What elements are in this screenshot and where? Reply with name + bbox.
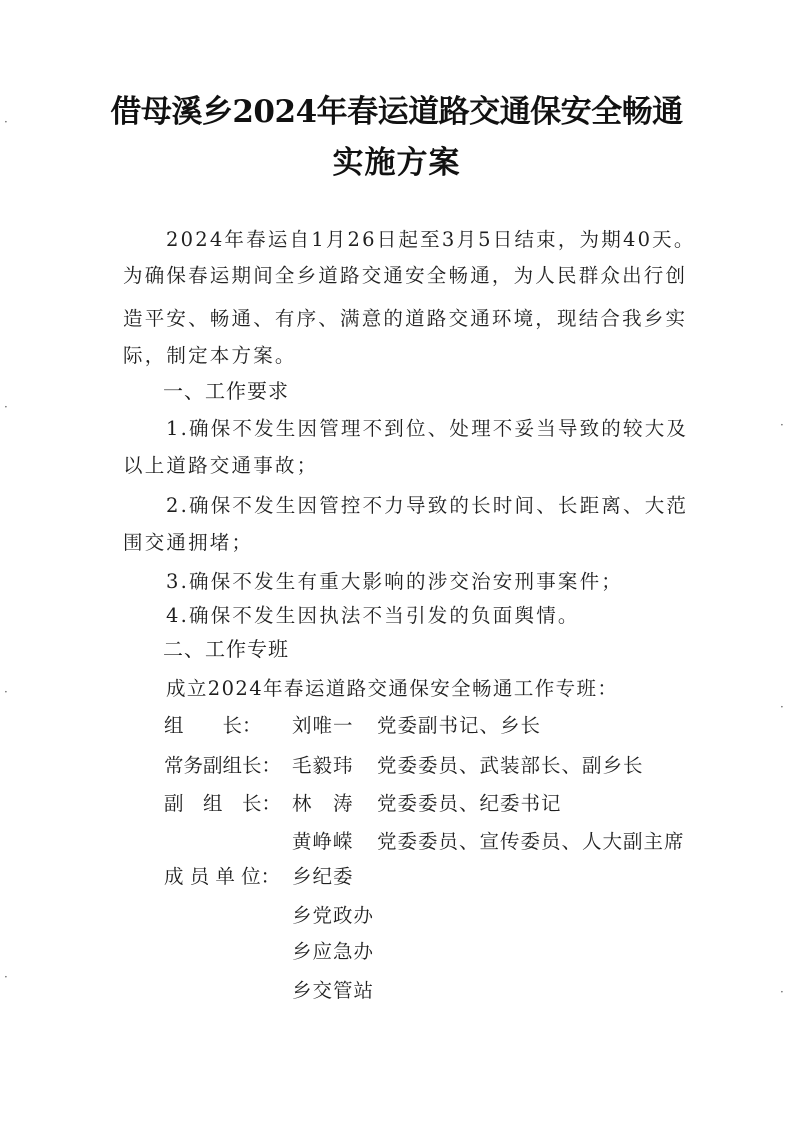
roster-unit: 乡交管站 [292,979,375,1002]
document-title-line-1: 借母溪乡2024年春运道路交通保安全畅通 [110,94,683,130]
team-intro: 成立2024年春运道路交通保安全畅通工作专班： [166,677,619,700]
requirement-line-5: 3.确保不发生有重大影响的涉交治安刑事案件； [166,570,624,593]
section-heading-requirements: 一、工作要求 [163,379,289,403]
scan-mark: · [4,115,8,129]
intro-line-1: 2024年春运自1月26日起至3月5日结束，为期40天。 [166,228,696,251]
roster-role: 党委委员、纪委书记 [377,792,562,815]
roster-unit: 乡纪委 [292,865,354,888]
scan-mark: · [780,985,784,999]
requirement-line-6: 4.确保不发生因执法不当引发的负面舆情。 [166,604,580,627]
roster-name: 毛毅玮 [292,754,354,777]
intro-line-2: 为确保春运期间全乡道路交通安全畅通，为人民群众出行创 [123,264,688,287]
document-title-line-2: 实施方案 [332,145,461,181]
roster-role: 党委委员、宣传委员、人大副主席 [377,830,685,853]
section-heading-team: 二、工作专班 [163,637,289,661]
roster-role: 党委副书记、乡长 [377,714,542,737]
requirement-line-1: 1.确保不发生因管理不到位、处理不妥当导致的较大及 [166,417,689,440]
roster-label: 组 长： [164,714,262,737]
scan-mark: · [4,400,8,414]
requirement-line-2: 以上道路交通事故； [123,454,319,477]
roster-name: 黄峥嵘 [292,830,354,853]
roster-unit: 乡应急办 [292,940,375,963]
scan-mark: · [4,970,8,984]
roster-label: 成 员 单 位： [164,865,281,888]
roster-unit: 乡党政办 [292,904,375,927]
scan-mark: · [4,685,8,699]
roster-label: 常务副组长： [164,754,282,777]
roster-role: 党委委员、武装部长、副乡长 [377,754,644,777]
intro-line-3: 造平安、畅通、有序、满意的道路交通环境，现结合我乡实 [123,307,688,330]
scan-mark: · [780,418,784,432]
scan-mark: · [780,700,784,714]
roster-name: 刘唯一 [292,714,354,737]
requirement-line-4: 围交通拥堵； [123,531,254,554]
roster-name: 林 涛 [292,792,354,815]
requirement-line-3: 2.确保不发生因管控不力导致的长时间、长距离、大范 [166,494,689,517]
roster-label: 副 组 长： [164,792,282,815]
intro-line-4: 际，制定本方案。 [123,344,297,367]
